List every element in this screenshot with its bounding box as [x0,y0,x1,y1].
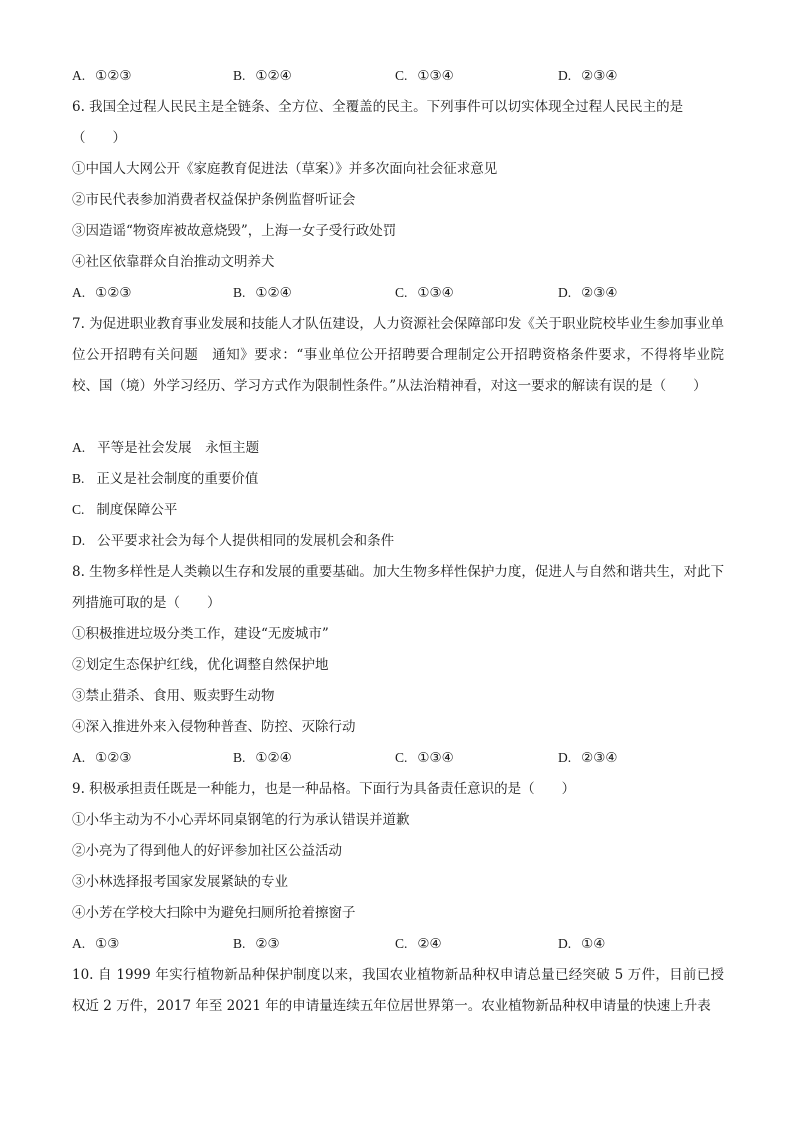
q7-option-d[interactable]: D. 公平要求社会为每个人提供相同的发展机会和条件 [72,533,395,549]
q5-option-a[interactable]: A. ①②③ [72,68,132,84]
q6-item-3: ③因造谣“物资库被故意烧毁”，上海一女子受行政处罚 [72,223,397,239]
q8-item-1: ①积极推进垃圾分类工作，建设“无废城市” [72,626,329,642]
q6-option-a[interactable]: A. ①②③ [72,285,132,301]
q9-option-b[interactable]: B. ②③ [233,936,280,952]
q5-option-b[interactable]: B. ①②④ [233,68,292,84]
q8-item-2: ②划定生态保护红线，优化调整自然保护地 [72,657,329,673]
q9-item-2: ②小亮为了得到他人的好评参加社区公益活动 [72,843,342,859]
q6-item-4: ④社区依靠群众自治推动文明养犬 [72,254,275,270]
q6-stem: 6. 我国全过程人民民主是全链条、全方位、全覆盖的民主。下列事件可以切实体现全过程人民民主的是 [72,99,684,115]
q5-options [72,66,722,86]
q8-stem: 8. 生物多样性是人类赖以生存和发展的重要基础。加大生物多样性保护力度，促进人与自然和谐共生，对此下列措施可取的是（ ） [72,564,724,611]
q8-option-d[interactable]: D. ②③④ [558,750,618,766]
q8-item-3: ③禁止猎杀、食用、贩卖野生动物 [72,688,275,704]
q6-options [72,283,722,303]
q9-item-4: ④小芳在学校大扫除中为避免扫厕所抢着擦窗子 [72,905,356,921]
q7-option-b[interactable]: B. 正义是社会制度的重要价值 [72,471,259,487]
q9-options [72,934,722,954]
q9-option-d[interactable]: D. ①④ [558,936,606,952]
q9-option-a[interactable]: A. ①③ [72,936,120,952]
q8-options [72,748,722,768]
q8-item-4: ④深入推进外来入侵物种普查、防控、灭除行动 [72,719,356,735]
q8-option-c[interactable]: C. ①③④ [395,750,454,766]
q6-option-d[interactable]: D. ②③④ [558,285,618,301]
q5-option-d[interactable]: D. ②③④ [558,68,618,84]
q5-option-c[interactable]: C. ①③④ [395,68,454,84]
q8-option-b[interactable]: B. ①②④ [233,750,292,766]
q6-option-b[interactable]: B. ①②④ [233,285,292,301]
q9-option-c[interactable]: C. ②④ [395,936,442,952]
q6-item-2: ②市民代表参加消费者权益保护条例监督听证会 [72,192,356,208]
q6-item-1: ①中国人大网公开《家庭教育促进法（草案）》并多次面向社会征求意见 [72,161,498,177]
q10-stem: 10. 自 1999 年实行植物新品种保护制度以来，我国农业植物新品种权申请总量已经突破 5 万件，目前已授权近 2 万件，2017 年至 2021 年的申请量连续五年位居世界第一。农业植物新品种权申请量的快速上升表 [72,967,724,1014]
q6-option-c[interactable]: C. ①③④ [395,285,454,301]
q9-item-3: ③小林选择报考国家发展紧缺的专业 [72,874,288,890]
q7-stem: 7. 为促进职业教育事业发展和技能人才队伍建设，人力资源社会保障部印发《关于职业院校毕业生参加事业单位公开招聘有关问题 通知》要求：“事业单位公开招聘要合理制定公开招聘资格条件要求，不得将毕业院校、国（境）外学习经历、学习方式作为限制性条件。”从法治精神看，对这一要求的解读有误的是（ ） [72,316,724,394]
q8-option-a[interactable]: A. ①②③ [72,750,132,766]
q7-option-a[interactable]: A. 平等是社会发展 永恒主题 [72,440,260,456]
q6-answer-bracket: （ ） [72,130,126,146]
q9-stem: 9. 积极承担责任既是一种能力，也是一种品格。下面行为具备责任意识的是（ ） [72,781,576,797]
q9-item-1: ①小华主动为不小心弄坏同桌钢笔的行为承认错误并道歉 [72,812,410,828]
q7-option-c[interactable]: C. 制度保障公平 [72,502,178,518]
